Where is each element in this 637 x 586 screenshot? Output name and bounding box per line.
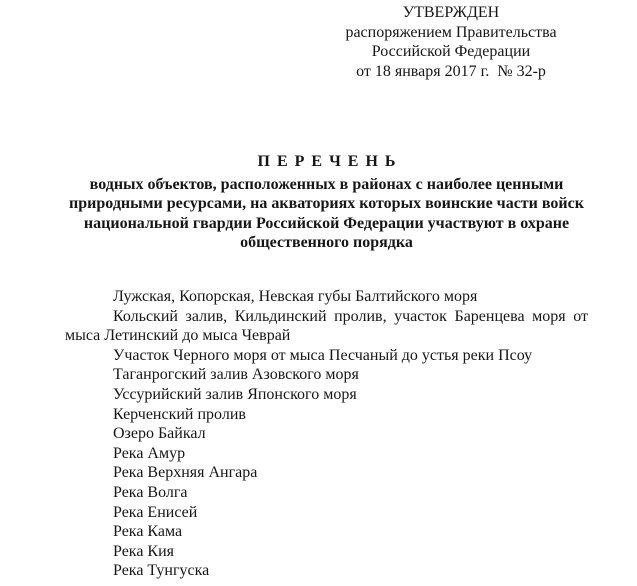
list-item bbox=[65, 522, 588, 542]
list-item bbox=[65, 385, 588, 405]
list-item-text: Озеро Байкал bbox=[113, 425, 206, 443]
list-item bbox=[65, 561, 588, 581]
list-item-text: Река Кия bbox=[113, 542, 175, 560]
list-item-text: Лужская, Копорская, Невская губы Балтийского моря bbox=[113, 288, 478, 305]
subtitle-line: водных объектов, расположенных в районах с наиболее ценными bbox=[89, 175, 564, 193]
list-item-text: Река Верхняя Ангара bbox=[113, 464, 258, 482]
list-item-text: Река Тунгуска bbox=[113, 562, 210, 580]
list-item-text: Река Амур bbox=[113, 444, 186, 462]
subtitle-line: общественного порядка bbox=[240, 234, 413, 252]
list-item-text: Уссурийский залив Японского моря bbox=[113, 385, 357, 403]
list-item-text: Кольский залив, Кильдинский пролив, участок Баренцева моря от bbox=[113, 307, 588, 325]
list-item-text: Таганрогский залив Азовского моря bbox=[113, 366, 359, 384]
approval-line: УТВЕРЖДЕН bbox=[402, 4, 500, 21]
list-item-text: Участок Черного моря от мыса Песчаный до устья реки Псоу bbox=[113, 346, 533, 364]
subtitle-line: природными ресурсами, на акваториях которых воинские части войск bbox=[69, 195, 584, 213]
document-heading bbox=[65, 152, 588, 253]
water-objects-list bbox=[65, 287, 588, 581]
document-subtitle bbox=[65, 175, 588, 253]
list-item bbox=[65, 405, 588, 425]
page-title: ПЕРЕЧЕНЬ bbox=[257, 153, 403, 170]
list-item bbox=[65, 503, 588, 523]
list-item bbox=[65, 483, 588, 503]
list-item bbox=[65, 424, 588, 444]
list-item bbox=[65, 346, 588, 366]
list-item bbox=[65, 365, 588, 385]
approval-date-line: от 18 января 2017 г. № 32-р bbox=[356, 62, 546, 80]
list-item-text: Керченский пролив bbox=[113, 405, 246, 423]
subtitle-line: национальной гвардии Российской Федерации участвуют в охране bbox=[83, 214, 570, 232]
list-item bbox=[65, 542, 588, 562]
list-item-text: Река Кама bbox=[113, 523, 183, 541]
list-item-text: Река Енисей bbox=[113, 503, 198, 521]
list-item bbox=[65, 307, 588, 346]
approval-line: Российской Федерации bbox=[371, 43, 531, 61]
list-item bbox=[65, 444, 588, 464]
list-item-text: мыса Летинский до мыса Чеврай bbox=[65, 327, 291, 345]
approval-line: распоряжением Правительства bbox=[345, 23, 557, 41]
approval-stamp bbox=[340, 3, 562, 81]
list-item bbox=[65, 463, 588, 483]
list-item-text: Река Волга bbox=[113, 483, 188, 501]
list-item bbox=[65, 287, 588, 307]
